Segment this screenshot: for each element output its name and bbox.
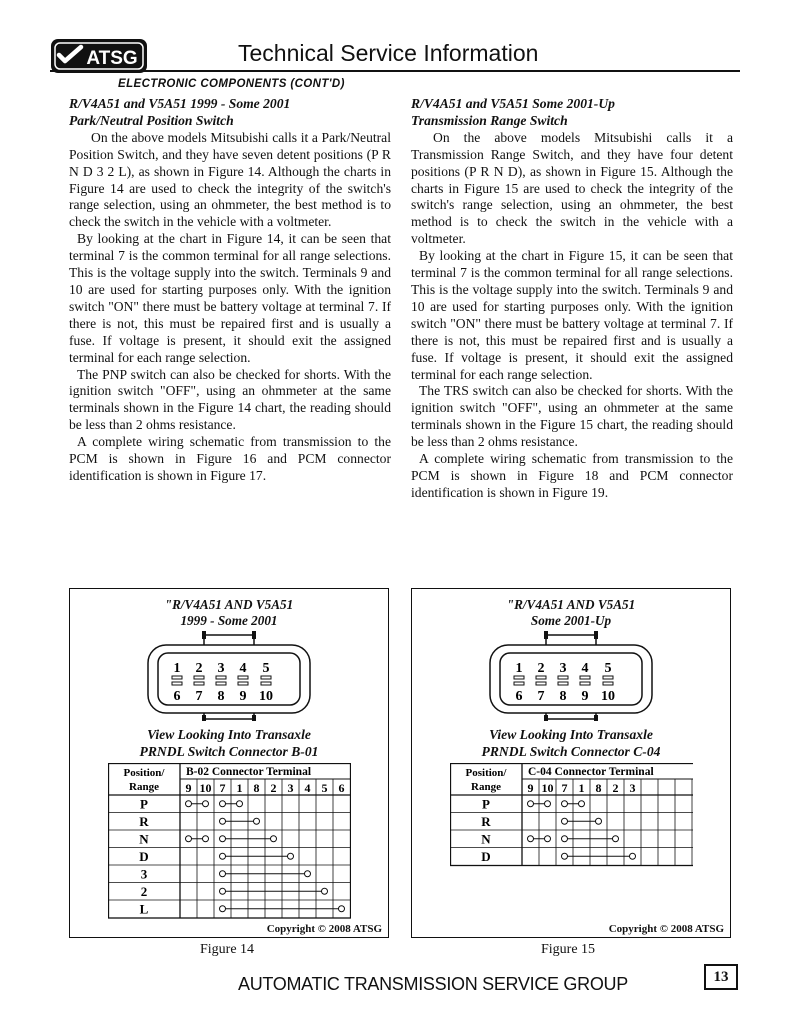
range-label: R [139, 813, 149, 829]
connector-pin [216, 682, 226, 685]
left-paragraph: On the above models Mitsubishi calls it a Park/Neutral Position Switch, and they have seven detent positions (P R N D 3 2 L), as shown in Figure 14. Although the charts in Figure 14 are used to check the integrity of the switch's range selection, using an ohmmeter, the best method is to check the switch in the vehicle with a voltmeter. [69, 129, 391, 230]
terminal-number: 2 [270, 781, 277, 795]
connector-pin-label: 1 [173, 661, 181, 676]
continuity-point [630, 853, 636, 859]
continuity-point [579, 801, 585, 807]
right-column [411, 96, 733, 502]
terminal-header: C-04 Connector Terminal [528, 766, 654, 778]
terminal-number: 9 [185, 781, 192, 795]
connector-pin-label: 8 [559, 689, 567, 704]
connector-pin [580, 676, 590, 679]
connector-pin [536, 676, 546, 679]
figure-15-title-line1: "R/V4A51 AND V5A51 [506, 597, 636, 612]
position-header: Position/ [465, 767, 507, 779]
range-label: 2 [140, 883, 148, 899]
connector-pin-label: 7 [537, 689, 545, 704]
continuity-point [271, 836, 277, 842]
terminal-number: 2 [612, 781, 619, 795]
connector-pin-label: 5 [262, 661, 270, 676]
connector-tab [544, 715, 548, 721]
figure-14-view-line2: PRNDL Switch Connector B-01 [139, 744, 319, 759]
right-paragraph: On the above models Mitsubishi calls it a Transmission Range Switch, and they have four detent positions (P R N D), as shown in Figure 15. Although the charts in Figure 15 are used to check the integrity of the switch's range selection, using an ohmmeter, the best method is to check the switch in the vehicle with a voltmeter. [411, 129, 733, 247]
connector-tab [252, 631, 256, 639]
continuity-point [562, 818, 568, 824]
continuity-point [186, 801, 192, 807]
connector-pin [514, 682, 524, 685]
connector-pin-label: 6 [515, 689, 523, 704]
connector-pin [603, 676, 613, 679]
range-label: D [139, 848, 149, 864]
figure-14-caption: Figure 14 [200, 942, 255, 957]
continuity-point [545, 801, 551, 807]
connector-pin [558, 676, 568, 679]
connector-tab [202, 715, 206, 721]
continuity-point [322, 888, 328, 894]
section-heading: ELECTRONIC COMPONENTS (CONT'D) [118, 78, 345, 90]
continuity-point [562, 801, 568, 807]
continuity-point [186, 836, 192, 842]
figure-14-title-line2: 1999 - Some 2001 [180, 613, 278, 628]
position-header: Position/ [123, 767, 165, 779]
terminal-number: 8 [595, 781, 602, 795]
connector-pin [261, 676, 271, 679]
right-heading-line2: Transmission Range Switch [411, 112, 568, 128]
continuity-point [237, 801, 243, 807]
connector-latch [546, 713, 596, 719]
continuity-point [528, 801, 534, 807]
page-number: 13 [704, 964, 738, 990]
continuity-point [220, 853, 226, 859]
figure-14-chart [108, 763, 351, 920]
continuity-point [288, 853, 294, 859]
range-label: P [482, 796, 490, 812]
continuity-point [562, 836, 568, 842]
connector-pin [194, 682, 204, 685]
continuity-point [613, 836, 619, 842]
terminal-number: 6 [338, 781, 345, 795]
connector-tab [594, 715, 598, 721]
connector-pin [172, 682, 182, 685]
terminal-header: B-02 Connector Terminal [186, 766, 312, 778]
range-label: N [139, 831, 149, 847]
connector-pin [514, 676, 524, 679]
connector-pin-label: 8 [217, 689, 225, 704]
page-title: Technical Service Information [238, 40, 539, 66]
continuity-point [528, 836, 534, 842]
figure-14-copyright: Copyright © 2008 ATSG [266, 923, 382, 935]
terminal-number: 3 [629, 781, 636, 795]
range-label: L [139, 901, 149, 917]
right-paragraph: A complete wiring schematic from transmission to the PCM is shown in Figure 18 and PCM connector identification is shown in Figure 19. [411, 451, 733, 500]
connector-tab [544, 631, 548, 639]
connector-pin-label: 5 [604, 661, 612, 676]
connector-pin [261, 682, 271, 685]
figure-15-title-line2: Some 2001-Up [530, 613, 612, 628]
terminal-number: 1 [578, 781, 585, 795]
figure-14-title-line1: "R/V4A51 AND V5A51 [164, 597, 294, 612]
left-heading-line2: Park/Neutral Position Switch [69, 112, 234, 128]
continuity-point [562, 853, 568, 859]
figure-14-box [69, 588, 389, 938]
connector-pin-label: 3 [559, 661, 567, 676]
connector-pin-label: 9 [581, 689, 589, 704]
terminal-number: 9 [527, 781, 534, 795]
connector-pin-label: 2 [195, 661, 203, 676]
figure-15-box [411, 588, 731, 938]
terminal-number: 7 [561, 781, 568, 795]
continuity-point [254, 818, 260, 824]
terminal-number: 4 [304, 781, 311, 795]
connector-tab [252, 715, 256, 721]
range-label: D [481, 848, 491, 864]
terminal-number: 5 [321, 781, 328, 795]
continuity-point [220, 818, 226, 824]
header-rule [50, 70, 740, 72]
figure-15-connector [486, 631, 656, 721]
connector-pin [238, 682, 248, 685]
terminal-number: 1 [236, 781, 243, 795]
figure-15-caption: Figure 15 [541, 942, 596, 957]
connector-pin-label: 7 [195, 689, 203, 704]
figure-15-view-line1: View Looking Into Transaxle [489, 727, 653, 742]
terminal-number: 10 [541, 781, 554, 795]
left-column [69, 96, 391, 485]
continuity-point [203, 801, 209, 807]
right-paragraph: By looking at the chart in Figure 15, it can be seen that terminal 7 is the common terminal for all range selections. This is the voltage supply into the switch. Terminals 9 and 10 are used for starting purposes only. With the ignition switch "ON" there must be battery voltage at terminal 7. If there is not, this must be repaired first and is usually a fuse. If voltage is present, it should exit the assigned terminal for each range selection. [411, 248, 733, 382]
connector-pin [216, 676, 226, 679]
figure-14-view-line1: View Looking Into Transaxle [147, 727, 311, 742]
right-paragraph: The TRS switch can also be checked for shorts. With the ignition switch "OFF", using an ohmmeter at the same terminals shown in the Figure 15 chart, the reading should be less than 2 ohms resistance. [411, 383, 733, 450]
continuity-point [305, 871, 311, 877]
connector-pin-label: 9 [239, 689, 247, 704]
connector-pin [603, 682, 613, 685]
connector-pin-label: 2 [537, 661, 545, 676]
connector-pin-label: 3 [217, 661, 225, 676]
svg-text:ATSG: ATSG [86, 48, 138, 69]
right-heading-line1: R/V4A51 and V5A51 Some 2001-Up [411, 96, 615, 111]
connector-tab [594, 631, 598, 639]
connector-pin-label: 10 [259, 689, 273, 704]
range-header: Range [129, 781, 159, 793]
continuity-point [220, 906, 226, 912]
left-paragraph: By looking at the chart in Figure 14, it can be seen that terminal 7 is the common terminal for all range selections. This is the voltage supply into the switch. Terminals 9 and 10 are used for starting purposes only. With the ignition switch "ON" there must be battery voltage at terminal 7. If there is not, this must be repaired first and is usually a fuse. If voltage is present, it should exit the assigned terminal for each range selection. [69, 231, 391, 365]
atsg-logo [50, 38, 148, 74]
range-label: 3 [140, 866, 148, 882]
connector-pin [580, 682, 590, 685]
terminal-number: 7 [219, 781, 226, 795]
connector-pin-label: 10 [601, 689, 615, 704]
connector-pin-label: 1 [515, 661, 523, 676]
connector-pin [238, 676, 248, 679]
continuity-point [220, 888, 226, 894]
range-label: P [140, 796, 148, 812]
footer-organization: AUTOMATIC TRANSMISSION SERVICE GROUP [238, 974, 628, 994]
connector-pin-label: 4 [239, 661, 247, 676]
connector-latch [546, 635, 596, 645]
terminal-number: 8 [253, 781, 260, 795]
terminal-number: 3 [287, 781, 294, 795]
connector-pin [194, 676, 204, 679]
continuity-point [203, 836, 209, 842]
left-heading-line1: R/V4A51 and V5A51 1999 - Some 2001 [69, 96, 291, 111]
range-header: Range [471, 781, 501, 793]
connector-pin [558, 682, 568, 685]
figure-15-copyright: Copyright © 2008 ATSG [608, 923, 724, 935]
connector-pin [536, 682, 546, 685]
connector-latch [204, 635, 254, 645]
continuity-point [220, 801, 226, 807]
left-paragraph: A complete wiring schematic from transmission to the PCM is shown in Figure 16 and PCM connector identification is shown in Figure 17. [69, 434, 391, 483]
connector-pin-label: 6 [173, 689, 181, 704]
range-label: N [481, 831, 491, 847]
figure-15-chart [450, 763, 693, 867]
figure-14-connector [144, 631, 314, 721]
continuity-point [545, 836, 551, 842]
continuity-point [220, 871, 226, 877]
connector-pin [172, 676, 182, 679]
connector-latch [204, 713, 254, 719]
figure-15-view-line2: PRNDL Switch Connector C-04 [481, 744, 661, 759]
continuity-point [220, 836, 226, 842]
left-paragraph: The PNP switch can also be checked for shorts. With the ignition switch "OFF", using an ohmmeter at the same terminals shown in the Figure 14 chart, the reading should be less than 2 ohms resistance. [69, 366, 391, 433]
continuity-point [339, 906, 345, 912]
continuity-point [596, 818, 602, 824]
connector-pin-label: 4 [581, 661, 589, 676]
range-label: R [481, 813, 491, 829]
terminal-number: 10 [199, 781, 212, 795]
connector-tab [202, 631, 206, 639]
